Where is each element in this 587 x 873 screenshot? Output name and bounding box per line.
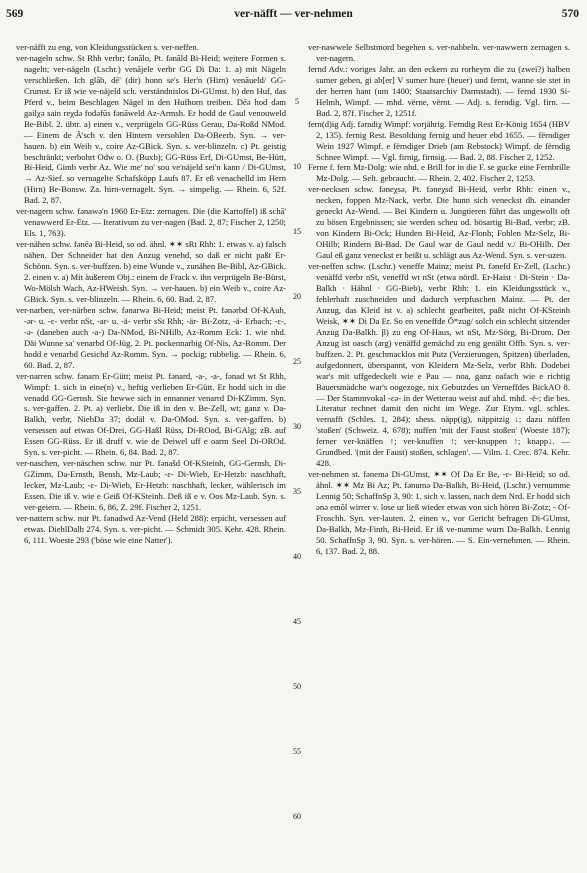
line-number: 40	[293, 552, 301, 561]
entry-ver-nattern: ver-nattern schw. nur Pt. fənadwd Az-Vend (Held 288): erpicht, versessen auf etwas. DiehlDalh 274. Syn. s. ver-picht. — Schmidt 305. Kehr. 428. Rhein. 6, 111. Woeste 293 ('böse wie eine Natter').	[16, 512, 286, 545]
entry-ver-narren: ver-narren schw. fənarn Er-Gütt; meist Pt. fənard, -a-, -a-, fənad wt St Rhh, Wimpf: 1. sich in eine(n) v., heftig verlieben Er-Gütt. Er hodd sich in die venadd GG-Gernsh. Sie hewwe sich in ennanner venarrd Di-KZimm. Syn. s. ver-gaffen. 2. Pt. a) verliebt. Die iß in den v. Be-Zell, wt; ganz v. Da-Balkh, verbr, NiebDa 37; dodäl v. Da-OMod. Syn. s. ver-gaffen. b) versessen auf etwas Of-Drei, GG-Haßl Rüss, Di-ROod, Bi-GAlg; zB. auf Essen GG-Rüss. Er iß druff v. wie de Deiwel uff e oarm Seel Di-OROd. Syn. s. ver-picht. — Rhein. 6, 84. Bad. 2, 87.	[16, 370, 286, 458]
entry-ver-naschen: ver-naschen, ver-näschen schw. nur Pt. fənašd Of-KSteinh, GG-Gernsh, Di-GZimm, Da-Ernsth, Bensh, Mz-Laub; -ɛ- Di-Wieb, Er-Hetzb: naschhaft, lecker, Mz-Laub; -ɛ- Di-Wieb, Er-Hetzb: naschhaft, lecker, wählerisch im Essen. Die iß v. wie e Geiß Of-KSteinh. Deß iß e v. Oos Mz-Laub. Syn. s. ver-geiern. — Rhein. 6, 86, Z. 29f. Fischer 2, 1251.	[16, 458, 286, 513]
entry-ver-nawwele: ver-nawwele Selbstmord begehen s. ver-nabbeln. ver-nawwern zernagen s. ver-nagern.	[308, 42, 570, 63]
entry-ver-nehmen: ver-nehmen st. fənemə Di-GUmst, ✶✶ Of Da Er Be, -ɛ- Bi-Heid; so od. ähnl. ✶✶ Mz Bi Az; Pt. fənumə Da-Balkh, Bi-Heid, (Lschr.) vernumme Lennig 50; SchaffnSp 3, 90: 1. sich v. lassen, nach dem Nrd. Er hodd sich ənə emōl wirrer v. lose ur ließ wieder etwas von sich hören Bi-Zotz; - Of-Froschh. Syn. ver-lauten. 2. einen v., vor Gericht befragen Di-GUmst, Da-Balkh, Mz-Finth, Bi-Heid. Er iß ve-numme wurn Da-Balkh. Lennig 50. SchaffnSp 3, 90. Syn. s. ver-hören. — S. Ein-vernehmen. — Rhein. 6, 137. Bad. 2, 88.	[308, 469, 570, 556]
line-number: 55	[293, 747, 301, 756]
running-title: ver-näfft — ver-nehmen	[234, 8, 353, 20]
line-number: 60	[293, 812, 301, 821]
line-number: 15	[293, 227, 301, 236]
entry-fernig: fern(d)ig Adj. fərndiχ Wimpf: vorjährig. Ferndig Rest Er-König 1654 (HBV 2, 135). fernig Rest. Besoldung fernig und heuer ebd 1655. — fërndiger Wein 1927 Wimpf. e fërndiger Drieb (am Rebstock) Wimpf. de fërndig Schnee Wimpf. — Vgl. firnig, firnsig. — Bad. 2, 88. Fischer 2, 1252.	[308, 118, 570, 162]
entry-ferne: Ferne f. fern Mz-Dolg: wie nhd. e Brill for in die F. se gucke eine Fernbrille Mz-Dolg. — Selt. gebraucht. — Rhein. 2, 402. Fischer 2, 1253.	[308, 162, 570, 184]
entry-ver-naehen: ver-nähen schw. fənēə Bi-Heid, so od. ähnl. ✶✶ sRt Rhh: 1. etwas v. a) falsch nähen. Der Schneider hat den Anzug venehd, so daß er nicht paßt Er-Schönn. Syn. s. ver-buffzen. b) eine Wunde v., zunähen Be-Bibl, Az-GBick. 2. einen v. a) Mit äußerem Obj.: einem de Frack v. ihn verprügeln Be-Bürst, Wo-Mölsh Wach, Az-HWeish. Syn. → ver-hauen. b) ein Weib v., coire Az-GBick. Syn. s. ver-blinzeln. — Rhein. 6, 60. Bad. 2, 87.	[16, 239, 286, 304]
page-number-right: 570	[561, 8, 579, 20]
right-column	[308, 42, 570, 557]
entry-ver-necksen: ver-necksen schw. fəneχsə, Pt. fəneχsd Bi-Heid, verbr Rhh: einen v., necken, foppen Mz-Nack, verbr. Die hunn sich veneckst dh. einander geneckt Az-Wend. — Bei Kindern u. Jungtieren führt das ungewollt oft zu bösen Ergebnissen; sie werden scheu od. bösartig Bi-Bad, verbr; zB. von Kindern Bi-Ock; Hunden Bi-Heid, Az-Flonh; Fohlen Mz-Selz, Bi-OHilb; Rindern Bi-Bad. De Gaul war de Gaul nedd v./ Bi-OHilb. Der Gaul eß ganz veneckst er beißt u. schlägt aus Az-Wend. Syn. s. ver-uzen.	[308, 184, 570, 261]
line-number: 35	[293, 487, 301, 496]
line-number: 25	[293, 357, 301, 366]
entry-fernd: fernd Adv.: voriges Jahr. an den eckern zu rorheym die zu (zwei?) halben sumer geben, gi ab[er] V sumer hure (heuer) und fernt, wanne sie stet in der herren hant (um 1400; Staatsarchiv Darmstadt). — fernd 1930 Si-Helmh, Wimpf. — mhd. vërne, vërnt. — Adj. s. ferndig. Vgl. firn. — Bad. 2, 87f. Fischer 2, 1251f.	[308, 63, 570, 118]
entry-ver-naefft: ver-näfft zu eng, von Kleidungsstücken s. ver-neffen.	[16, 42, 199, 52]
page-header	[0, 8, 587, 24]
line-number: 50	[293, 682, 301, 691]
line-number: 5	[295, 97, 299, 106]
page-number-left: 569	[6, 8, 24, 20]
line-number: 30	[293, 422, 301, 431]
line-number: 10	[293, 162, 301, 171]
entry-ver-neffen: ver-neffen schw. (Lschr.) veneffe Mainz; meist Pt. fənefd Er-Zell, (Lschr.) venäffd verbr nSt, veneffd wt nSt (etwa nördl. Er-Haist · Di-Stein · Da-Balkh · Hähnl · GG-Bieb), verbr Rhh: 1. ein Kleidungsstück v., fehlerhaft zuschneiden und dadurch verpfuschen Mainz. — Pt. der Anzug, das Kleid ist v. a) schlecht gearbeitet, paßt nicht Of-KSteinh Weisk, ✶✶ Di Da Er. So en veneffde Ö*zug/ solch ein schlecht sitzender Anzug Da-Balkh. β) zu eng Of-Haus, wt nSt, Mz-Sörg, Bi-Drom. Der Anzug ist oasch (arg) venäffd gemächd zu eng genäht Offb. Syn. s. ver-buffzen. 2. Pt. geschmacklos mit Putz (Verzierungen, Spitzen) überladen, aufgedonnert, überspannt, von Kleidern Mz-Selz, verbr Rhh. Dodebei war's mit uffgedeckelt wie e Pau — noa, ganz oafach wie e richtig Bauersmädche war's oogezoge, nix Gebutzdes un Verneffdes BickAO 8. — Der Stammvokal -ɛə- in der Wetterau weist auf ahd. mhd. -ë-; die bes. Literatur rechnet damit den nicht im Wege. Zur Etym. vgl. schles. vernafft (Schles. 1, 284); shess. näpp(ig), näppitzig ↓; dazu nüffen 'stoßen' (Schweiz. 4, 678); nuffen 'mit der Faust stoßen' (Woeste 187); ferner ver-knäffen ↑; ver-knuffen ↑; ver-knuppen ↑; knapp↓. — Grundbed. '(mit der Faust) stoßen, schlagen'. — Vilm. 1. Crec. 874. Kehr. 428.	[308, 261, 570, 469]
line-number: 20	[293, 292, 301, 301]
entry-ver-narben: ver-narben, ver-närben schw. fənarwə Bi-Heid; meist Pt. fənərbd Of-KAuh, -ər- u. -ɛ- verbr nSt, -ar- u. -ä- verbr sSt Rhh; -är- Bi-Zotz, -ä- Erbach; -ɛ-, -ə- (daneben auch -a-) Da-NMod, Bi-NHilb, Az-Romm Eck: 1. wie nhd. Däi Wunne sa' venarbd Of-Jüg. 2. Pt. pockennarbig Of-Nis, Az-Romm. Der hodd e venarbd Gesichd Az-Romm. Syn. → pockig; rubbelig. — Rhein. 6, 60. Bad. 2, 87.	[16, 304, 286, 370]
left-column	[16, 42, 286, 546]
line-number: 45	[293, 617, 301, 626]
entry-ver-nageln: ver-nageln schw. St Rhh verbr; fənālo, Pt. fənāld Bi-Heid; weitere Formen s. nageln; ver-nägeln (Lschr.) venājele verbr GG Di Da: 1. a) mit Nägeln verschließen. Ich glāb, dē' (dir) honn se's Her'n (Hirn) venāueld/ GG-Crumst. Er iß wie ve-näjeld sch. verständnislos Di-GUmst. b) den Huf, das Pferd v., beim Beschlagen Nägel in den Hufhorn treiben. Dēə hod dəm gailχə sain reχdə fodəfūs fənāweld Az-Armsh. Er hodd de Gaul venouweld Be-Bibl. 2. übtr. a) einen v., verprügeln GG-Rüss Gerau, Da-Roßd NMod. — Einem de Ä'sch v. den Hintern versohlen Da-OBeerb. Syn. → ver-hauen. b) ein Weib v., coire Az-GBick. Syn. s. ver-blinzeln. c) Pt. geistig beschränkt; verbohrt Odw o. O. (Buxb); GG-Rüss Erf, Di-GUmst, Be-Hütt, Bi-Heid, Gimb verbr Az. Wie me' no' sou ve'näjeld sei'n kann / Di-GUmst, → Az-Sief. so vernagelte Schafsköpp Laufs 87. Er eß venachelld im Hern (Hirn) Be-Bonsw. Za. hirn-vernagelt. Syn. → simpelig. — Rhein. 6, 52f. Bad. 2, 87.	[16, 52, 286, 206]
entry-ver-nagern: ver-nagern schw. fənawə'n 1960 Er-Etz: zernagen. Die (die Kartoffel) iß schā' venawwerd Er-Etz. — Iterativum zu ver-nagen (Bad. 2, 87; Fischer 2, 1250; Els. 1, 763).	[16, 206, 286, 239]
